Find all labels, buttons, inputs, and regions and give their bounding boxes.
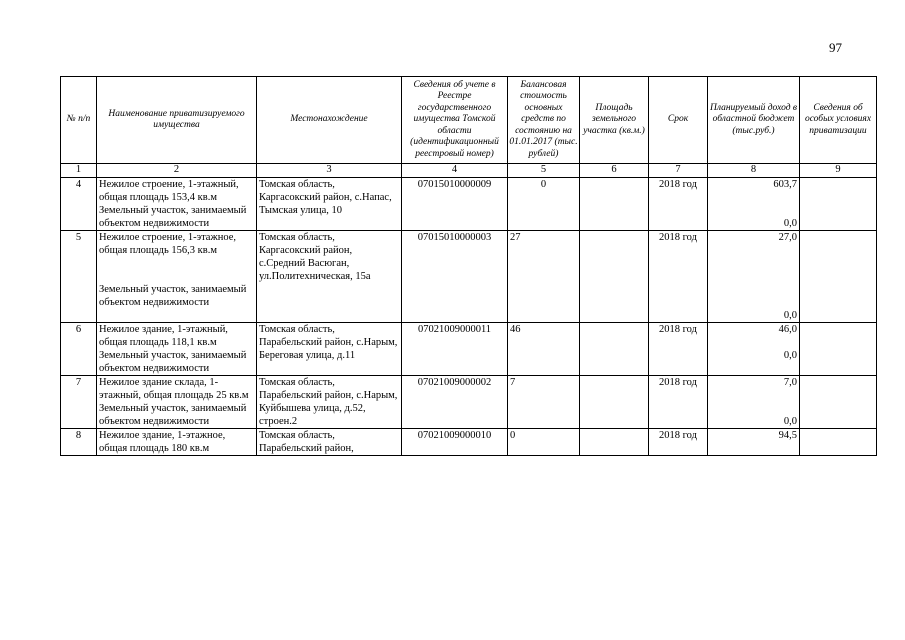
land-area (580, 178, 649, 231)
income-land: 0,0 (783, 218, 797, 229)
land-description: Земельный участок, занимаемый объектом недвижимости (99, 350, 247, 374)
registry-code: 07021009000002 (402, 376, 508, 429)
period: 2018 год (649, 231, 708, 323)
income-building: 603,7 (773, 179, 797, 190)
page-number: 97 (829, 40, 842, 55)
row-number: 7 (61, 376, 97, 429)
period: 2018 год (649, 178, 708, 231)
column-number: 9 (800, 164, 877, 178)
property-location: Томская область, Парабельский район, (257, 429, 402, 456)
column-number: 2 (97, 164, 257, 178)
registry-code: 07015010000003 (402, 231, 508, 323)
table-row (61, 429, 877, 456)
row-number: 5 (61, 231, 97, 323)
income-land: 0,0 (783, 350, 797, 361)
balance-value: 46 (508, 323, 580, 376)
income-building: 94,5 (778, 430, 797, 441)
planned-income (708, 178, 800, 231)
row-number: 8 (61, 429, 97, 456)
building-description: Нежилое здание, 1-этажное, общая площадь 180 кв.м (99, 430, 226, 454)
income-building: 7,0 (783, 377, 797, 388)
building-description: Нежилое здание склада, 1-этажный, общая площадь 25 кв.м (99, 377, 249, 401)
income-land: 0,0 (783, 310, 797, 321)
table-row (61, 323, 877, 376)
balance-value: 0 (508, 429, 580, 456)
header-income: Планируемый доход в областной бюджет (тыс.руб.) (708, 77, 800, 164)
column-number: 7 (649, 164, 708, 178)
land-area (580, 231, 649, 323)
property-name (97, 323, 257, 376)
registry-code: 07021009000010 (402, 429, 508, 456)
building-description: Нежилое строение, 1-этажное, общая площадь 156,3 кв.м (99, 232, 237, 256)
income-land: 0,0 (783, 416, 797, 427)
land-description: Земельный участок, занимаемый объектом недвижимости (99, 284, 247, 308)
income-building: 27,0 (778, 232, 797, 243)
header-row (61, 77, 877, 164)
land-description: Земельный участок, занимаемый объектом недвижимости (99, 403, 247, 427)
header-period: Срок (649, 77, 708, 164)
special-conditions (800, 376, 877, 429)
land-area (580, 429, 649, 456)
row-number: 6 (61, 323, 97, 376)
column-number: 1 (61, 164, 97, 178)
property-name (97, 429, 257, 456)
property-name (97, 231, 257, 323)
building-description: Нежилое здание, 1-этажный, общая площадь 118,1 кв.м (99, 324, 228, 348)
property-location: Томская область, Каргасокский район, с.Напас, Тымская улица, 10 (257, 178, 402, 231)
special-conditions (800, 231, 877, 323)
balance-value: 7 (508, 376, 580, 429)
header-area: Площадь земельного участка (кв.м.) (580, 77, 649, 164)
header-name: Наименование приватизируемого имущества (97, 77, 257, 164)
row-number: 4 (61, 178, 97, 231)
planned-income (708, 429, 800, 456)
land-description: Земельный участок, занимаемый объектом недвижимости (99, 205, 247, 229)
registry-code: 07015010000009 (402, 178, 508, 231)
registry-code: 07021009000011 (402, 323, 508, 376)
special-conditions (800, 178, 877, 231)
period: 2018 год (649, 429, 708, 456)
planned-income (708, 323, 800, 376)
table-row (61, 231, 877, 323)
header-registry: Сведения об учете в Реестре государственного имущества Томской области (идентификационный реестровый номер) (402, 77, 508, 164)
property-location: Томская область, Парабельский район, с.Нарым, Береговая улица, д.11 (257, 323, 402, 376)
balance-value: 27 (508, 231, 580, 323)
land-area (580, 376, 649, 429)
column-number: 5 (508, 164, 580, 178)
period: 2018 год (649, 323, 708, 376)
table-row (61, 178, 877, 231)
column-number-row (61, 164, 877, 178)
building-description: Нежилое строение, 1-этажный, общая площадь 153,4 кв.м (99, 179, 239, 203)
header-balance: Балансовая стоимость основных средств по состоянию на 01.01.2017 (тыс. рублей) (508, 77, 580, 164)
planned-income (708, 231, 800, 323)
planned-income (708, 376, 800, 429)
period: 2018 год (649, 376, 708, 429)
privatization-table (60, 76, 877, 456)
balance-value: 0 (508, 178, 580, 231)
column-number: 3 (257, 164, 402, 178)
income-building: 46,0 (778, 324, 797, 335)
property-location: Томская область, Каргасокский район, с.Средний Васюган, ул.Политехническая, 15а (257, 231, 402, 323)
property-location: Томская область, Парабельский район, с.Нарым, Куйбышева улица, д.52, строен.2 (257, 376, 402, 429)
header-conditions: Сведения об особых условиях приватизации (800, 77, 877, 164)
property-name (97, 376, 257, 429)
property-name (97, 178, 257, 231)
column-number: 4 (402, 164, 508, 178)
column-number: 8 (708, 164, 800, 178)
land-area (580, 323, 649, 376)
table-row (61, 376, 877, 429)
column-number: 6 (580, 164, 649, 178)
special-conditions (800, 429, 877, 456)
special-conditions (800, 323, 877, 376)
header-num: № п/п (61, 77, 97, 164)
header-location: Местонахождение (257, 77, 402, 164)
